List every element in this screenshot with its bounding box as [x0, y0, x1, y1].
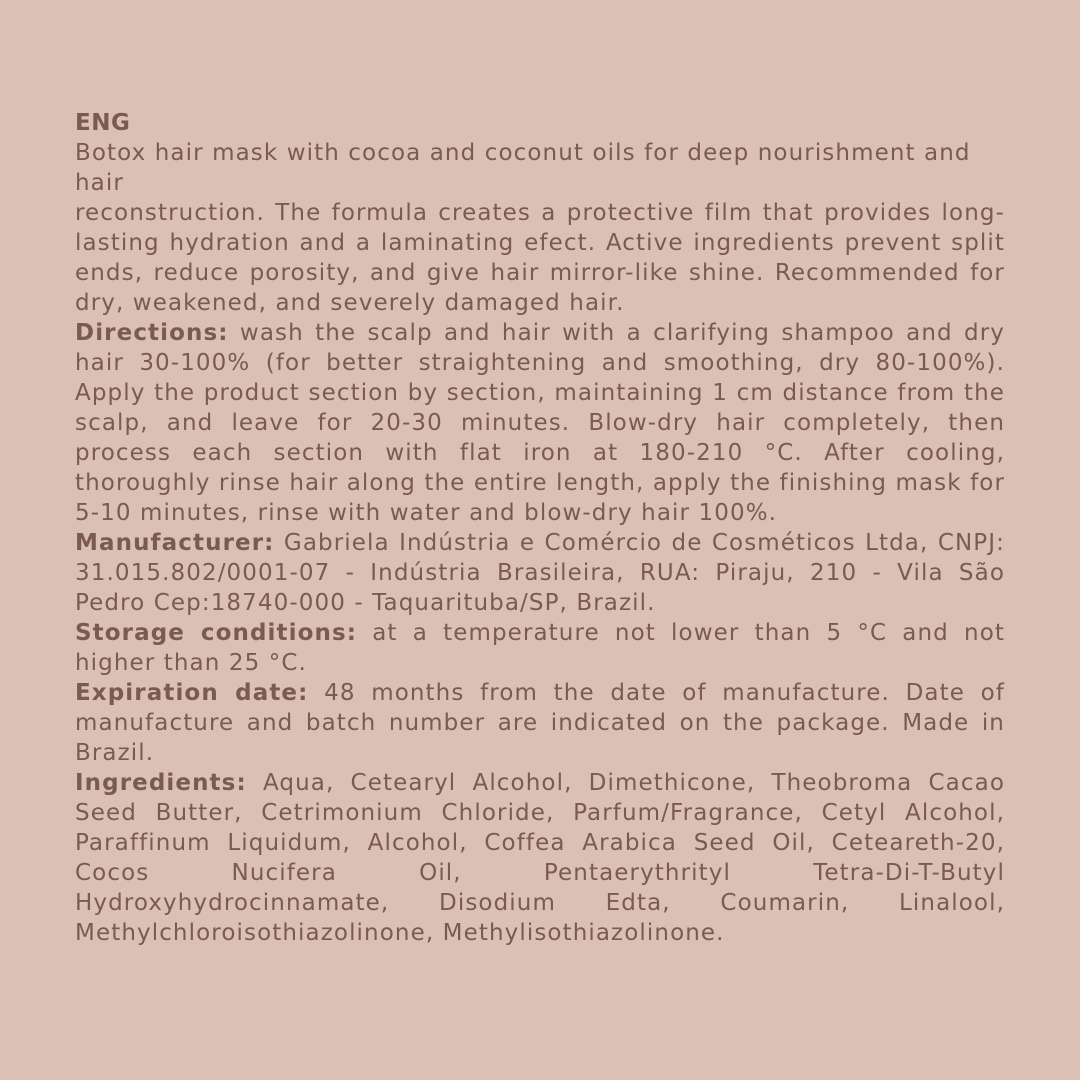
expiration-section [75, 678, 1005, 768]
directions-section [75, 318, 1005, 528]
storage-label: Storage conditions: [75, 620, 358, 646]
ingredients-text: Aqua, Cetearyl Alcohol, Dimethicone, Theobroma Cacao Seed Butter, Cetrimonium Chloride, Parfum/Fragrance, Cetyl Alcohol, Paraffinum Liquidum, Alcohol, Coffea Arabica Seed Oil, Ceteareth-20, Cocos Nucifera Oil, Pentaerythrityl Tetra-Di-T-Butyl Hydroxyhydrocinnamate, Disodium Edta, Coumarin, Linalool, Methylchloroisothiazolinone, Methylisothiazolinone. [75, 770, 1005, 946]
ingredients-section [75, 768, 1005, 948]
ingredients-label: Ingredients: [75, 770, 247, 796]
storage-text: at a temperature not lower than 5 °C and not higher than 25 °C. [75, 620, 1005, 676]
directions-text: wash the scalp and hair with a clarifying shampoo and dry hair 30-100% (for better straightening and smoothing, dry 80-100%). Apply the product section by section, maintaining 1 cm distance from the scalp, and leave for 20-30 minutes. Blow-dry hair completely, then process each section with flat iron at 180-210 °C. After cooling, thoroughly rinse hair along the entire length, apply the finishing mask for 5-10 minutes, rinse with water and blow-dry hair 100%. [75, 320, 1005, 526]
expiration-label: Expiration date: [75, 680, 309, 706]
directions-label: Directions: [75, 320, 229, 346]
intro-description: reconstruction. The formula creates a protective film that provides long-lasting hydration and a laminating efect. Active ingredients prevent split ends, reduce porosity, and give hair mirror-like shine. Recommended for dry, weakened, and severely damaged hair. [75, 200, 1005, 316]
language-label: ENG [75, 110, 131, 136]
manufacturer-text: Gabriela Indústria e Comércio de Cosméticos Ltda, CNPJ: 31.015.802/0001-07 - Indústria Brasileira, RUA: Piraju, 210 - Vila São Pedro Cep:18740-000 - Taquarituba/SP, Brazil. [75, 530, 1005, 616]
storage-section [75, 618, 1005, 678]
product-label-text [75, 108, 1005, 948]
manufacturer-label: Manufacturer: [75, 530, 275, 556]
expiration-text: 48 months from the date of manufacture. Date of manufacture and batch number are indicated on the package. Made in Brazil. [75, 680, 1005, 766]
manufacturer-section [75, 528, 1005, 618]
intro-line-1: Botox hair mask with cocoa and coconut oils for deep nourishment and hair [75, 140, 971, 196]
